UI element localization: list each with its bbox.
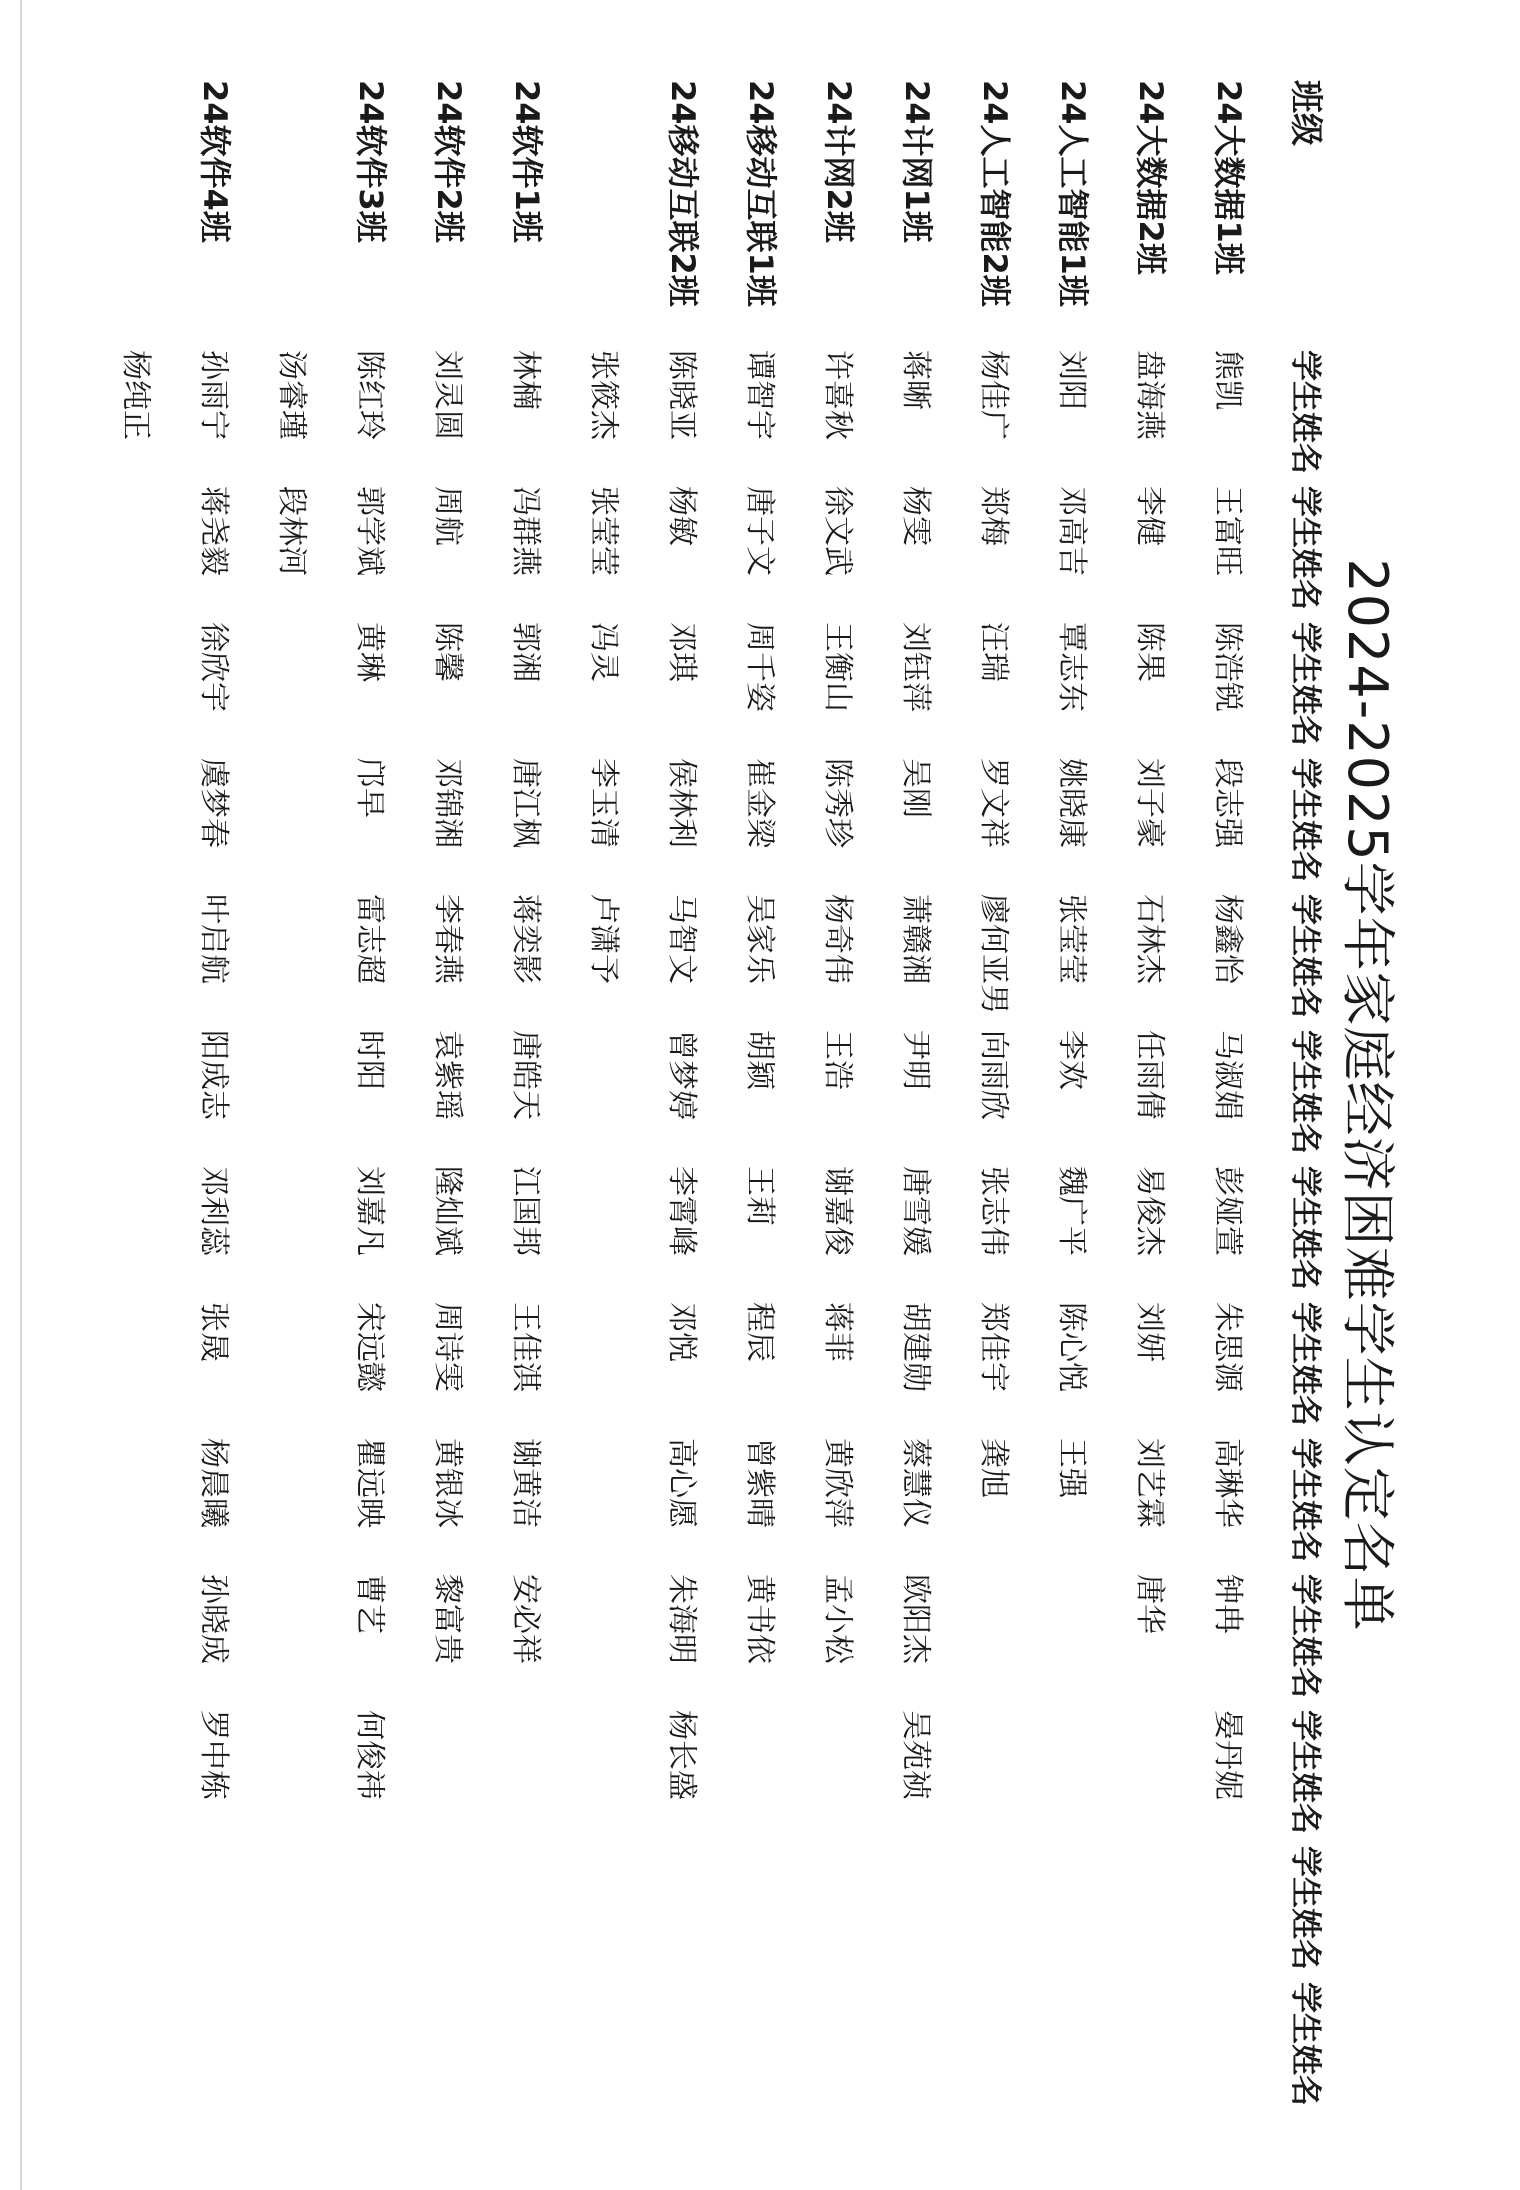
class-name-cell [256, 80, 334, 350]
student-name-cell: 阳成志 [196, 1030, 231, 1120]
student-name-cell: 蒋晰 [898, 350, 933, 410]
document-title: 2024-2025学年家庭经济困难学生认定名单 [1336, 558, 1399, 1632]
student-name-cell: 虞梦春 [196, 758, 231, 848]
student-name-cell: 孟小松 [820, 1574, 855, 1664]
student-name-cell: 吴家乐 [742, 894, 777, 984]
class-name-cell: 24软件4班 [196, 80, 234, 243]
student-name-cell: 王佳淇 [508, 1302, 543, 1392]
student-name-cell: 黄琳 [352, 622, 387, 682]
student-name-cell [256, 622, 334, 758]
student-name-cell: 向雨欣 [976, 1030, 1011, 1120]
student-name-cell: 杨敏 [664, 486, 699, 546]
student-name-cell [724, 1846, 802, 1982]
header-student-name: 学生姓名 [1287, 1166, 1324, 1290]
student-name-cell: 高琳华 [1210, 1438, 1245, 1528]
header-student-name: 学生姓名 [1287, 486, 1324, 610]
student-name-cell: 唐子文 [742, 486, 777, 576]
header-student-name: 学生姓名 [1287, 1030, 1324, 1154]
header-student-name: 学生姓名 [1287, 894, 1324, 1018]
class-name-cell: 24软件2班 [430, 80, 468, 243]
student-name-cell: 谢黄洁 [508, 1438, 543, 1528]
student-name-cell: 龚旭 [976, 1438, 1011, 1498]
student-name-cell: 谢嘉俊 [820, 1166, 855, 1256]
student-name-cell: 马淑娟 [1210, 1030, 1245, 1120]
student-name-cell [568, 1166, 646, 1302]
student-name-cell: 许喜秋 [820, 350, 855, 440]
student-name-cell [256, 1030, 334, 1166]
header-student-name: 学生姓名 [1287, 1982, 1324, 2106]
student-name-cell [958, 1574, 1036, 1710]
student-name-cell [1114, 1846, 1192, 1982]
student-name-cell [256, 1166, 334, 1302]
student-name-cell: 何俊祎 [352, 1710, 387, 1800]
student-name-cell [100, 1846, 178, 1982]
student-name-cell: 蒋尧毅 [196, 486, 231, 576]
table-row [412, 80, 490, 2118]
student-name-cell: 袁紫瑶 [430, 1030, 465, 1120]
student-name-cell: 林楠 [508, 350, 543, 410]
page-bottom-edge [20, 0, 22, 2190]
table-row [958, 80, 1036, 2118]
student-name-cell: 陈晓亚 [664, 350, 699, 440]
student-name-cell: 刘艺霖 [1132, 1438, 1167, 1528]
student-name-cell [490, 1710, 568, 1846]
student-name-cell: 侯林利 [664, 758, 699, 848]
header-student-name: 学生姓名 [1287, 1302, 1324, 1426]
student-name-cell [958, 1710, 1036, 1846]
header-student-name: 学生姓名 [1287, 1574, 1324, 1698]
student-name-cell: 汪瑞 [976, 622, 1011, 682]
class-name-cell [100, 80, 178, 350]
table-row [1036, 80, 1114, 2118]
student-name-cell [1192, 1982, 1270, 2118]
student-name-cell: 邓锦湘 [430, 758, 465, 848]
student-name-cell [802, 1982, 880, 2118]
student-name-cell: 孙雨宁 [196, 350, 231, 440]
student-name-cell: 杨晨曦 [196, 1438, 231, 1528]
student-name-cell: 盘海燕 [1132, 350, 1167, 440]
student-name-cell [100, 1574, 178, 1710]
student-name-cell: 朱思源 [1210, 1302, 1245, 1392]
student-name-cell [100, 1030, 178, 1166]
student-name-cell [568, 1574, 646, 1710]
header-student-name: 学生姓名 [1287, 758, 1324, 882]
student-name-cell: 郑佳宇 [976, 1302, 1011, 1392]
student-name-cell [1036, 1710, 1114, 1846]
student-name-cell: 黄书依 [742, 1574, 777, 1664]
student-name-cell [100, 758, 178, 894]
student-name-cell: 邓利蕊 [196, 1166, 231, 1256]
student-name-cell: 王浩 [820, 1030, 855, 1090]
table-header-row [1270, 80, 1348, 2118]
student-name-cell [724, 1982, 802, 2118]
class-name-cell: 24大数据2班 [1132, 80, 1170, 275]
header-class: 班级 [1287, 80, 1327, 146]
student-name-cell [412, 1710, 490, 1846]
student-name-cell [724, 1710, 802, 1846]
header-student-name: 学生姓名 [1287, 350, 1324, 474]
student-name-cell: 罗文祥 [976, 758, 1011, 848]
student-name-cell [1036, 1574, 1114, 1710]
student-name-cell [490, 1982, 568, 2118]
table-row [1114, 80, 1192, 2118]
student-name-cell: 隆灿斌 [430, 1166, 465, 1256]
student-name-cell [256, 1710, 334, 1846]
class-name-cell: 24计网1班 [898, 80, 936, 243]
table-row [178, 80, 256, 2118]
class-name-cell: 24移动互联2班 [664, 80, 702, 307]
table-row [334, 80, 412, 2118]
student-name-cell: 刘嘉凡 [352, 1166, 387, 1256]
student-name-cell: 刘钰萍 [898, 622, 933, 712]
student-name-cell [1114, 1710, 1192, 1846]
student-name-cell: 覃志东 [1054, 622, 1089, 712]
student-name-cell: 姚晓康 [1054, 758, 1089, 848]
student-name-cell: 张筱杰 [586, 350, 621, 440]
student-name-cell [1036, 1846, 1114, 1982]
student-name-cell [100, 1166, 178, 1302]
student-name-cell [958, 1982, 1036, 2118]
student-name-cell [334, 1982, 412, 2118]
student-name-cell: 宋远懿 [352, 1302, 387, 1392]
student-name-cell: 黎富贵 [430, 1574, 465, 1664]
student-name-cell [646, 1982, 724, 2118]
student-name-cell [1192, 1846, 1270, 1982]
student-name-cell: 马智文 [664, 894, 699, 984]
student-name-cell [178, 1846, 256, 1982]
student-name-cell [802, 1846, 880, 1982]
student-roster-table [100, 80, 1348, 2118]
student-name-cell: 刘子豪 [1132, 758, 1167, 848]
student-name-cell [100, 894, 178, 1030]
student-name-cell [256, 758, 334, 894]
student-name-cell: 周航 [430, 486, 465, 546]
student-name-cell [568, 1438, 646, 1574]
student-name-cell: 孙晓成 [196, 1574, 231, 1664]
student-name-cell: 陈红玲 [352, 350, 387, 440]
student-name-cell: 熊凯 [1210, 350, 1245, 410]
student-name-cell: 刘灵圆 [430, 350, 465, 440]
student-name-cell [100, 1710, 178, 1846]
student-name-cell: 曾梦婷 [664, 1030, 699, 1120]
student-name-cell: 程辰 [742, 1302, 777, 1362]
table-body [100, 80, 1270, 2118]
student-name-cell [1114, 1982, 1192, 2118]
student-name-cell: 邝早 [352, 758, 387, 818]
student-name-cell: 罗中栋 [196, 1710, 231, 1800]
student-name-cell: 徐欣宇 [196, 622, 231, 712]
student-name-cell: 晏丹妮 [1210, 1710, 1245, 1800]
student-name-cell: 蔡慧仪 [898, 1438, 933, 1528]
student-name-cell: 汤睿瑾 [274, 350, 309, 440]
student-name-cell [568, 1030, 646, 1166]
table-row [646, 80, 724, 2118]
student-name-cell: 钟冉 [1210, 1574, 1245, 1634]
student-name-cell: 雷志超 [352, 894, 387, 984]
student-name-cell [568, 1302, 646, 1438]
table-row [490, 80, 568, 2118]
student-name-cell: 崔金梁 [742, 758, 777, 848]
student-name-cell [334, 1846, 412, 1982]
student-name-cell [100, 1982, 178, 2118]
student-name-cell: 魏广平 [1054, 1166, 1089, 1256]
table-row [880, 80, 958, 2118]
student-name-cell [100, 1302, 178, 1438]
header-student-name: 学生姓名 [1287, 1846, 1324, 1970]
student-name-cell [802, 1710, 880, 1846]
header-student-name: 学生姓名 [1287, 1438, 1324, 1562]
student-name-cell [1036, 1982, 1114, 2118]
student-name-cell: 王莉 [742, 1166, 777, 1226]
student-name-cell: 曹艺 [352, 1574, 387, 1634]
class-name-cell [568, 80, 646, 350]
student-name-cell: 刘妍 [1132, 1302, 1167, 1362]
student-name-cell: 陈秀珍 [820, 758, 855, 848]
student-name-cell: 冯灵 [586, 622, 621, 682]
student-name-cell [490, 1846, 568, 1982]
student-name-cell: 李健 [1132, 486, 1167, 546]
student-name-cell: 胡颖 [742, 1030, 777, 1090]
student-name-cell: 刘阳 [1054, 350, 1089, 410]
student-name-cell: 邓高吉 [1054, 486, 1089, 576]
class-name-cell: 24移动互联1班 [742, 80, 780, 307]
student-name-cell [256, 1302, 334, 1438]
student-name-cell [256, 1982, 334, 2118]
student-name-cell: 卢潇予 [586, 894, 621, 984]
student-name-cell: 王强 [1054, 1438, 1089, 1498]
table-row [568, 80, 646, 2118]
student-name-cell: 朱海明 [664, 1574, 699, 1664]
student-name-cell [412, 1982, 490, 2118]
student-name-cell [100, 1438, 178, 1574]
student-name-cell: 吴苑祯 [898, 1710, 933, 1800]
student-name-cell: 李欢 [1054, 1030, 1089, 1090]
student-name-cell [256, 1574, 334, 1710]
student-name-cell: 李霄峰 [664, 1166, 699, 1256]
student-name-cell: 张莹莹 [586, 486, 621, 576]
student-name-cell: 唐江枫 [508, 758, 543, 848]
table-row [256, 80, 334, 2118]
student-name-cell [568, 1846, 646, 1982]
class-name-cell: 24大数据1班 [1210, 80, 1248, 275]
student-name-cell [568, 1710, 646, 1846]
student-name-cell: 杨雯 [898, 486, 933, 546]
class-name-cell: 24软件1班 [508, 80, 546, 243]
student-name-cell: 王衡山 [820, 622, 855, 712]
class-name-cell: 24计网2班 [820, 80, 858, 243]
student-name-cell: 周诗雯 [430, 1302, 465, 1392]
student-name-cell [880, 1982, 958, 2118]
student-name-cell: 安必祥 [508, 1574, 543, 1664]
student-name-cell [646, 1846, 724, 1982]
student-name-cell [412, 1846, 490, 1982]
student-name-cell: 蒋奕影 [508, 894, 543, 984]
student-name-cell: 杨纯正 [118, 350, 153, 440]
student-name-cell: 时阳 [352, 1030, 387, 1090]
student-name-cell: 陈浩锐 [1210, 622, 1245, 712]
student-name-cell: 张莹莹 [1054, 894, 1089, 984]
table-row [802, 80, 880, 2118]
student-name-cell: 王富旺 [1210, 486, 1245, 576]
student-name-cell [256, 894, 334, 1030]
student-name-cell: 陈馨 [430, 622, 465, 682]
student-name-cell: 黄银冰 [430, 1438, 465, 1528]
student-name-cell: 周千姿 [742, 622, 777, 712]
student-name-cell: 尹明 [898, 1030, 933, 1090]
student-name-cell: 瞿远映 [352, 1438, 387, 1528]
student-name-cell: 高心愿 [664, 1438, 699, 1528]
student-name-cell: 彭娅萱 [1210, 1166, 1245, 1256]
student-name-cell: 陈心悦 [1054, 1302, 1089, 1392]
student-name-cell: 杨长盛 [664, 1710, 699, 1800]
student-name-cell: 李玉清 [586, 758, 621, 848]
student-name-cell: 谭智宇 [742, 350, 777, 440]
student-name-cell: 张志伟 [976, 1166, 1011, 1256]
student-name-cell: 叶启航 [196, 894, 231, 984]
student-name-cell: 江国邦 [508, 1166, 543, 1256]
student-name-cell [100, 622, 178, 758]
student-name-cell: 邓琪 [664, 622, 699, 682]
student-name-cell [958, 1846, 1036, 1982]
student-name-cell: 段志强 [1210, 758, 1245, 848]
student-name-cell: 蒋菲 [820, 1302, 855, 1362]
student-name-cell: 李春燕 [430, 894, 465, 984]
student-name-cell: 易俊杰 [1132, 1166, 1167, 1256]
student-name-cell: 冯群燕 [508, 486, 543, 576]
student-name-cell: 欧阳杰 [898, 1574, 933, 1664]
student-name-cell [568, 1982, 646, 2118]
table-row [100, 80, 178, 2118]
class-name-cell: 24软件3班 [352, 80, 390, 243]
student-name-cell: 杨鑫怡 [1210, 894, 1245, 984]
header-student-name: 学生姓名 [1287, 1710, 1324, 1834]
student-name-cell: 唐雪媛 [898, 1166, 933, 1256]
student-name-cell: 段林河 [274, 486, 309, 576]
student-name-cell: 萧赣湘 [898, 894, 933, 984]
student-name-cell [256, 1846, 334, 1982]
student-name-cell: 曾紫晴 [742, 1438, 777, 1528]
student-name-cell [880, 1846, 958, 1982]
student-name-cell: 杨佳广 [976, 350, 1011, 440]
student-name-cell: 吴刚 [898, 758, 933, 818]
table-row [1192, 80, 1270, 2118]
student-name-cell [178, 1982, 256, 2118]
student-name-cell [256, 1438, 334, 1574]
student-name-cell: 唐华 [1132, 1574, 1167, 1634]
class-name-cell: 24人工智能1班 [1054, 80, 1092, 307]
student-name-cell: 张晟 [196, 1302, 231, 1362]
student-name-cell: 唐皓天 [508, 1030, 543, 1120]
class-name-cell: 24人工智能2班 [976, 80, 1014, 307]
student-name-cell: 邓悦 [664, 1302, 699, 1362]
student-name-cell: 郭湘 [508, 622, 543, 682]
table-row [724, 80, 802, 2118]
student-name-cell: 杨奇伟 [820, 894, 855, 984]
student-name-cell: 胡建勋 [898, 1302, 933, 1392]
student-name-cell: 黄欣萍 [820, 1438, 855, 1528]
student-name-cell: 陈果 [1132, 622, 1167, 682]
header-student-name: 学生姓名 [1287, 622, 1324, 746]
student-name-cell [100, 486, 178, 622]
student-name-cell: 石林杰 [1132, 894, 1167, 984]
student-name-cell: 徐文武 [820, 486, 855, 576]
student-name-cell: 郑梅 [976, 486, 1011, 546]
student-name-cell: 廖何亚男 [976, 894, 1011, 1014]
student-name-cell: 任雨倩 [1132, 1030, 1167, 1120]
student-name-cell: 郭学斌 [352, 486, 387, 576]
